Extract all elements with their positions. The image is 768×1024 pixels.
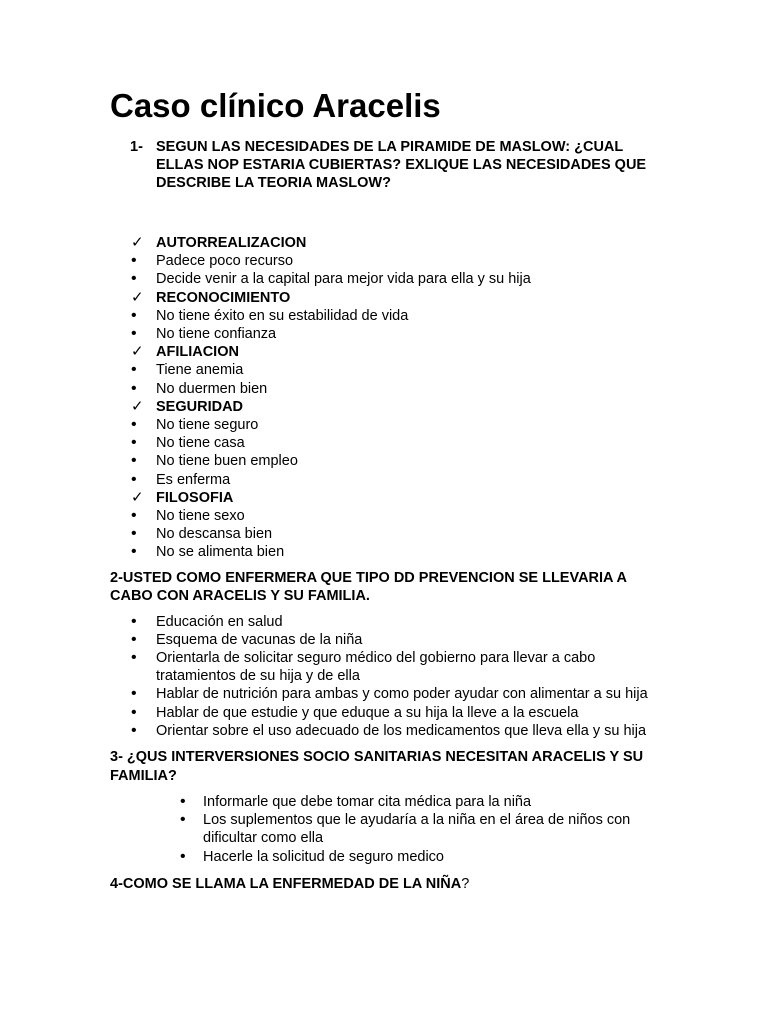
list-item [110, 613, 670, 631]
bullet-icon: • [180, 847, 186, 865]
list-item [110, 811, 670, 847]
list-item [110, 307, 670, 325]
list-item-text: Esquema de vacunas de la niña [156, 631, 363, 648]
question-2: 2-USTED COMO ENFERMERA QUE TIPO DD PREVENCION SE LLEVARIA A CABO CON ARACELIS Y SU FAMILIA. [110, 569, 627, 605]
list-item [110, 543, 670, 561]
bullet-icon: • [131, 470, 137, 488]
list-item [110, 848, 670, 866]
document-page [110, 84, 670, 893]
list-item-text: Padece poco recurso [156, 253, 294, 270]
list-item [110, 685, 670, 703]
list-item [110, 325, 670, 343]
bullet-icon: • [180, 811, 186, 829]
interventions-list [110, 793, 670, 866]
need-heading-item [110, 398, 670, 416]
list-item [110, 631, 670, 649]
list-item-text: FILOSOFIA [156, 489, 234, 506]
list-item [110, 361, 670, 379]
list-item-text: Hacerle la solicitud de seguro medico [203, 848, 444, 865]
list-item-text: No tiene seguro [156, 417, 259, 434]
list-item [110, 525, 670, 543]
bullet-icon: • [131, 630, 137, 648]
list-item-text: No tiene casa [156, 435, 245, 452]
bullet-icon: • [131, 525, 137, 543]
bullet-icon: • [131, 721, 137, 739]
bullet-icon: • [131, 612, 137, 630]
list-item [110, 507, 670, 525]
bullet-icon: • [131, 543, 137, 561]
need-heading-item [110, 234, 670, 252]
list-item [110, 722, 670, 740]
list-item [110, 416, 670, 434]
bullet-icon: • [131, 452, 137, 470]
maslow-needs-list [110, 234, 670, 562]
bullet-icon: • [131, 685, 137, 703]
question-1-number: 1- [130, 139, 143, 155]
list-item-text: Orientarla de solicitar seguro médico del gobierno para llevar a cabo tratamientos de su hija y de ella [156, 650, 596, 685]
list-item-text: No tiene éxito en su estabilidad de vida [156, 307, 409, 324]
question-1-text: SEGUN LAS NECESIDADES DE LA PIRAMIDE DE MASLOW: ¿CUAL ELLAS NOP ESTARIA CUBIERTAS? EXLIQUE LAS NECESIDADES QUE DESCRIBE LA TEORIA MASLOW? [156, 139, 647, 191]
question-4-mark: ? [461, 875, 470, 892]
question-4-text: 4-COMO SE LLAMA LA ENFERMEDAD DE LA NIÑA [110, 875, 462, 892]
checkmark-icon: ✓ [131, 234, 144, 251]
list-item-text: No duermen bien [156, 380, 268, 397]
question-1 [130, 138, 670, 192]
bullet-icon: • [131, 252, 137, 270]
list-item-text: No tiene buen empleo [156, 453, 298, 470]
list-item-text: AUTORREALIZACION [156, 235, 307, 251]
checkmark-icon: ✓ [131, 288, 144, 306]
question-3: 3- ¿QUS INTERVERSIONES SOCIO SANITARIAS NECESITAN ARACELIS Y SU FAMILIA? [110, 749, 644, 784]
bullet-icon: • [131, 270, 137, 288]
bullet-icon: • [131, 325, 137, 343]
bullet-icon: • [131, 361, 137, 379]
list-item-text: No tiene confianza [156, 326, 277, 343]
bullet-icon: • [131, 306, 137, 324]
checkmark-icon: ✓ [131, 397, 144, 415]
list-item-text: Es enferma [156, 471, 231, 488]
bullet-icon: • [131, 379, 137, 397]
list-item-text: No descansa bien [156, 526, 273, 543]
question-4 [110, 875, 670, 893]
bullet-icon: • [131, 649, 137, 667]
list-item-text: No se alimenta bien [156, 544, 285, 561]
list-item [110, 649, 670, 685]
list-item [110, 471, 670, 489]
list-item-text: Hablar de que estudie y que eduque a su hija la lleve a la escuela [156, 704, 579, 721]
list-item-text: Tiene anemia [156, 362, 244, 379]
list-item-text: Informarle que debe tomar cita médica para la niña [203, 794, 532, 811]
list-item-text: Hablar de nutrición para ambas y como poder ayudar con alimentar a su hija [156, 686, 648, 703]
need-heading-item [110, 489, 670, 507]
list-item [110, 270, 670, 288]
list-item-text: RECONOCIMIENTO [156, 289, 291, 306]
list-item-text: No tiene sexo [156, 508, 245, 525]
list-item-text: AFILIACION [156, 344, 239, 361]
need-heading-item [110, 289, 670, 307]
bullet-icon: • [131, 507, 137, 525]
prevention-list [110, 613, 670, 740]
list-item [110, 380, 670, 398]
list-item [110, 252, 670, 270]
list-item-text: SEGURIDAD [156, 398, 244, 415]
bullet-icon: • [131, 434, 137, 452]
bullet-icon: • [131, 703, 137, 721]
list-item-text: Los suplementos que le ayudaría a la niña en el área de niños con dificultar como ella [203, 812, 631, 847]
checkmark-icon: ✓ [131, 343, 144, 361]
document-title: Caso clínico Aracelis [110, 87, 441, 124]
list-item [110, 793, 670, 811]
list-item-text: Educación en salud [156, 613, 283, 630]
list-item [110, 434, 670, 452]
bullet-icon: • [180, 793, 186, 811]
list-item [110, 704, 670, 722]
list-item-text: Orientar sobre el uso adecuado de los medicamentos que lleva ella y su hija [156, 722, 647, 739]
list-item-text: Decide venir a la capital para mejor vida para ella y su hija [156, 271, 531, 288]
bullet-icon: • [131, 416, 137, 434]
list-item [110, 452, 670, 470]
checkmark-icon: ✓ [131, 488, 144, 506]
need-heading-item [110, 343, 670, 361]
